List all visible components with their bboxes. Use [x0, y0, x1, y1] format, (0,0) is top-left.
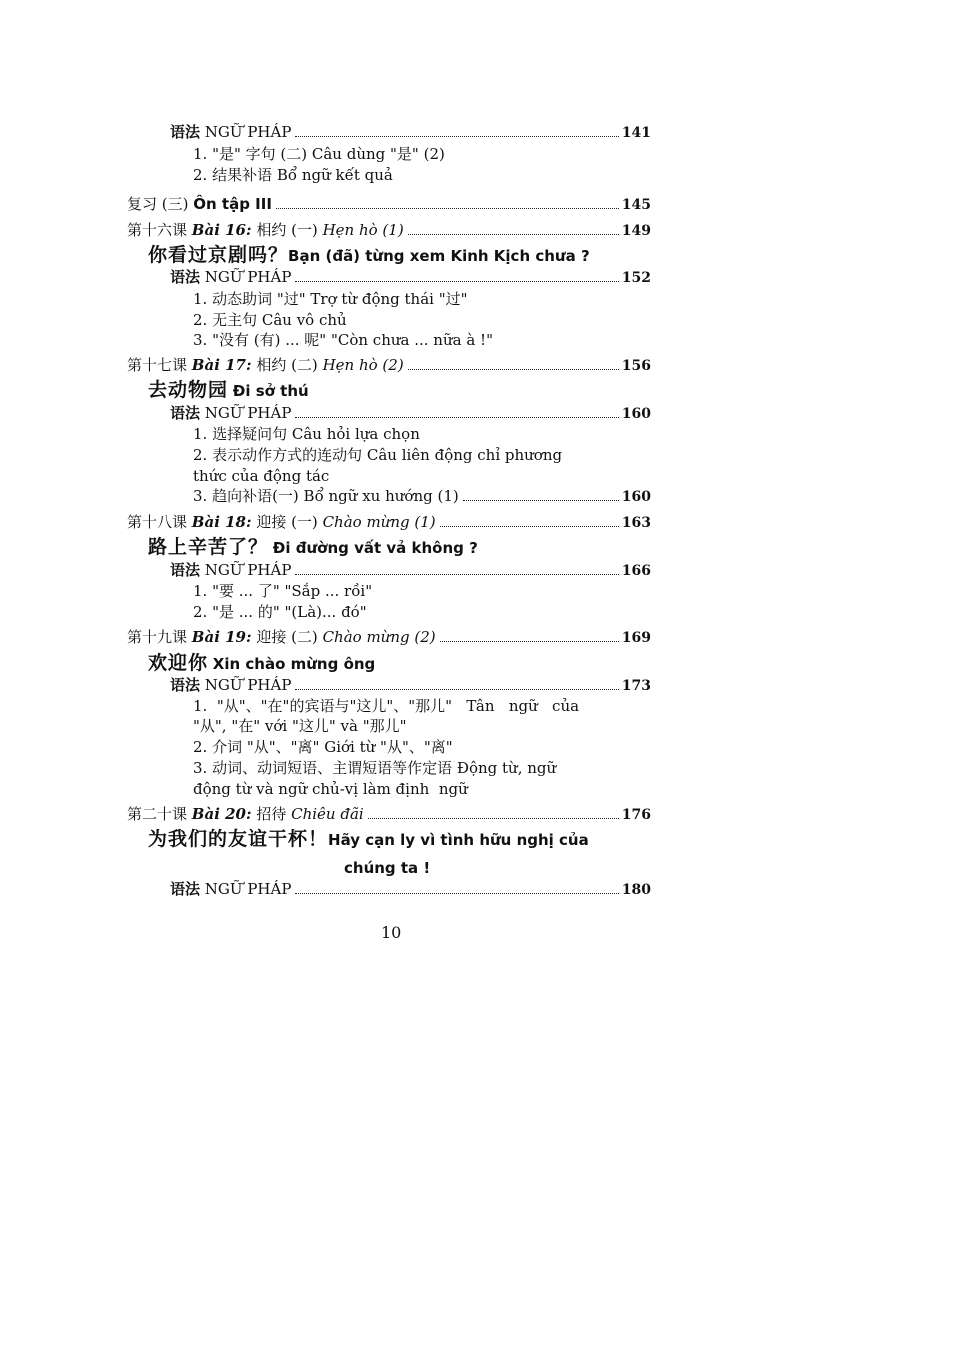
- toc-entry-lesson[interactable]: [127, 358, 651, 373]
- page-number: 10: [381, 923, 402, 942]
- page-ref: 145: [621, 197, 651, 213]
- dot-leader: [408, 368, 619, 370]
- lesson-cn-title: 相约 (一): [256, 221, 318, 239]
- dot-leader: [276, 207, 619, 209]
- entry-vn: NGỮ PHÁP: [204, 676, 292, 694]
- toc-subitem[interactable]: 1. 选择疑问句 Câu hỏi lựa chọn: [193, 425, 420, 443]
- toc-subitem[interactable]: 2. 无主句 Câu vô chủ: [193, 311, 347, 329]
- lesson-title-cn: 路上辛苦了？: [148, 536, 269, 558]
- lesson-cn-number: 第二十课: [127, 805, 188, 823]
- entry-vn: NGỮ PHÁP: [204, 268, 292, 286]
- lesson-title[interactable]: [148, 381, 309, 400]
- dot-leader: [440, 640, 619, 642]
- lesson-number: Bài 19:: [191, 628, 252, 646]
- lesson-title-cn: 为我们的友谊干杯！: [148, 828, 329, 850]
- lesson-title-vn: Đi đường vất vả không ?: [272, 539, 478, 557]
- entry-vn: NGỮ PHÁP: [204, 404, 292, 422]
- dot-leader: [440, 525, 619, 527]
- toc-subitem[interactable]: thức của động tác: [193, 467, 330, 485]
- toc-entry-grammar[interactable]: [170, 125, 651, 140]
- entry-vn: Ôn tập III: [193, 195, 272, 213]
- toc-entry-lesson[interactable]: [127, 223, 651, 238]
- toc-subitem[interactable]: 2. 结果补语 Bổ ngữ kết quả: [193, 166, 393, 184]
- lesson-cn-number: 第十九课: [127, 628, 188, 646]
- entry-cn: 语法: [170, 123, 201, 141]
- lesson-title-vn: Hãy cạn ly vì tình hữu nghị của: [328, 831, 589, 849]
- dot-leader: [295, 892, 618, 894]
- toc-entry-grammar[interactable]: [170, 563, 651, 578]
- toc-entry-grammar[interactable]: [170, 882, 651, 897]
- lesson-vn-title: Chào mừng (1): [322, 513, 436, 531]
- lesson-title[interactable]: [148, 654, 375, 673]
- toc-subitem[interactable]: 3. 动词、动词短语、主谓短语等作定语 Động từ, ngữ: [193, 759, 557, 777]
- entry-cn: 复习 (三): [127, 195, 189, 213]
- entry-vn: NGỮ PHÁP: [204, 123, 292, 141]
- lesson-title-vn: Đi sở thú: [232, 382, 309, 400]
- lesson-title[interactable]: [148, 830, 589, 849]
- lesson-number: Bài 16:: [191, 221, 252, 239]
- lesson-vn-title: Hẹn hò (2): [322, 356, 404, 374]
- lesson-cn-title: 招待: [256, 805, 287, 823]
- entry-cn: 语法: [170, 880, 201, 898]
- lesson-vn-title: Chiêu đãi: [291, 805, 364, 823]
- lesson-title-cn: 欢迎你: [148, 652, 209, 674]
- page-ref: 156: [621, 358, 651, 374]
- lesson-number: Bài 20:: [191, 805, 252, 823]
- lesson-cn-title: 相约 (二): [256, 356, 318, 374]
- lesson-vn-title: Chào mừng (2): [322, 628, 436, 646]
- page-ref: 152: [621, 270, 651, 286]
- dot-leader: [368, 817, 619, 819]
- toc-subitem[interactable]: 1. "从"、"在"的宾语与"这儿"、"那儿" Tân ngữ của: [193, 697, 580, 715]
- toc-subentry[interactable]: [193, 489, 651, 504]
- entry-cn: 语法: [170, 404, 201, 422]
- entry-vn: NGỮ PHÁP: [204, 880, 292, 898]
- lesson-cn-number: 第十七课: [127, 356, 188, 374]
- toc-subitem[interactable]: 1. 动态助词 "过" Trợ từ động thái "过": [193, 290, 468, 308]
- lesson-title[interactable]: [148, 246, 590, 265]
- toc-subitem[interactable]: 1. "要 ... 了" "Sắp ... rồi": [193, 582, 373, 600]
- page-ref: 141: [621, 125, 651, 141]
- lesson-cn-title: 迎接 (二): [256, 628, 318, 646]
- lesson-title-cn: 去动物园: [148, 379, 229, 401]
- toc-entry-review[interactable]: [127, 197, 651, 212]
- lesson-cn-title: 迎接 (一): [256, 513, 318, 531]
- dot-leader: [295, 280, 618, 282]
- page-ref: 180: [621, 882, 651, 898]
- page-ref: 166: [621, 563, 651, 579]
- toc-entry-lesson[interactable]: [127, 515, 651, 530]
- lesson-vn-title: Hẹn hò (1): [322, 221, 404, 239]
- toc-entry-grammar[interactable]: [170, 270, 651, 285]
- lesson-title-vn-continued: chúng ta !: [344, 859, 431, 877]
- lesson-title-cn: 你看过京剧吗？: [148, 244, 289, 266]
- entry-cn: 语法: [170, 676, 201, 694]
- dot-leader: [295, 573, 618, 575]
- page-ref: 160: [621, 406, 651, 422]
- page-ref: 176: [621, 807, 651, 823]
- toc-subitem[interactable]: 2. 介词 "从"、"离" Giới từ "从"、"离": [193, 738, 453, 756]
- page-ref: 160: [621, 489, 651, 505]
- dot-leader: [463, 499, 619, 501]
- dot-leader: [295, 416, 618, 418]
- entry-cn: 语法: [170, 561, 201, 579]
- lesson-cn-number: 第十六课: [127, 221, 188, 239]
- lesson-number: Bài 18:: [191, 513, 252, 531]
- page-ref: 163: [621, 515, 651, 531]
- toc-entry-grammar[interactable]: [170, 678, 651, 693]
- dot-leader: [295, 688, 618, 690]
- toc-entry-grammar[interactable]: [170, 406, 651, 421]
- toc-subitem[interactable]: "从", "在" với "这儿" và "那儿": [193, 717, 407, 735]
- toc-subitem[interactable]: 2. "是 ... 的" "(Là)... đó": [193, 603, 367, 621]
- toc-subitem[interactable]: 2. 表示动作方式的连动句 Câu liên động chỉ phương: [193, 446, 563, 464]
- lesson-title-vn: Xin chào mừng ông: [212, 655, 376, 673]
- page-ref: 169: [621, 630, 651, 646]
- lesson-number: Bài 17:: [191, 356, 252, 374]
- dot-leader: [295, 135, 618, 137]
- page-ref: 149: [621, 223, 651, 239]
- toc-entry-lesson[interactable]: [127, 807, 651, 822]
- page-ref: 173: [621, 678, 651, 694]
- entry-cn: 语法: [170, 268, 201, 286]
- toc-entry-lesson[interactable]: [127, 630, 651, 645]
- lesson-title[interactable]: [148, 538, 478, 557]
- toc-subitem[interactable]: 3. "没有 (有) ... 呢" "Còn chưa ... nữa à !": [193, 331, 493, 349]
- dot-leader: [408, 233, 619, 235]
- toc-subitem[interactable]: động từ và ngữ chủ-vị làm định ngữ: [193, 780, 468, 798]
- lesson-cn-number: 第十八课: [127, 513, 188, 531]
- entry-label: 3. 趋向补语(一) Bổ ngữ xu hướng (1): [193, 487, 459, 505]
- toc-subitem[interactable]: 1. "是" 字句 (二) Câu dùng "是" (2): [193, 145, 445, 163]
- entry-vn: NGỮ PHÁP: [204, 561, 292, 579]
- lesson-title-vn: Bạn (đã) từng xem Kinh Kịch chưa ?: [288, 247, 590, 265]
